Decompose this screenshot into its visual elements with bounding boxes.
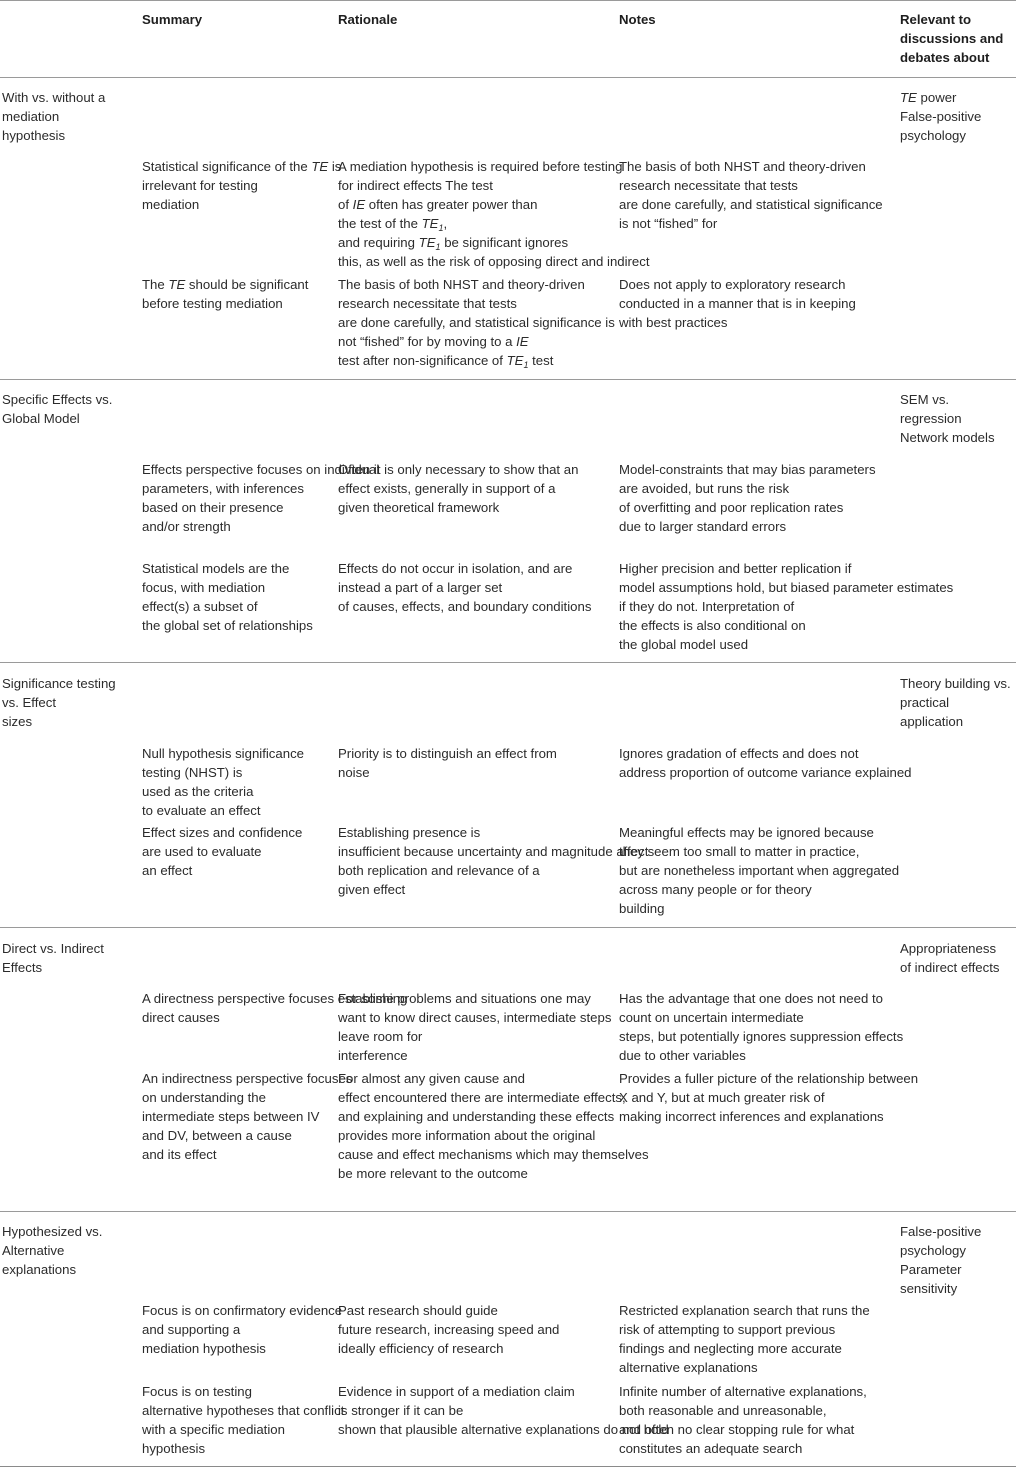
row-rationale: For almost any given cause and effect encountered there are intermediate effects, and explaining and understanding these effects provides more information about the original cause and effect mechanisms which may themselves be more relevant to the outcome <box>338 1071 649 1181</box>
row-rationale: Often it is only necessary to show that an effect exists, generally in support of a given theoretical framework <box>338 462 579 515</box>
section-title: Hypothesized vs. Alternative explanations <box>2 1224 103 1277</box>
row-notes: Infinite number of alternative explanations, both reasonable and unreasonable, and often no clear stopping rule for what constitutes an adequate search <box>619 1384 867 1456</box>
row-notes: Provides a fuller picture of the relationship between X and Y, but at much greater risk of making incorrect inferences and explanations <box>619 1071 919 1124</box>
row-rationale: Past research should guide future research, increasing speed and ideally efficiency of research <box>338 1303 560 1356</box>
row-summary: Focus is on testing alternative hypotheses that conflict with a specific mediation hypothesis <box>142 1384 345 1456</box>
section-title: Significance testing vs. Effect sizes <box>2 676 116 729</box>
row-notes: Ignores gradation of effects and does not address proportion of outcome variance explained <box>619 746 912 780</box>
row-summary: Focus is on confirmatory evidence and supporting a mediation hypothesis <box>142 1303 343 1356</box>
row-rationale: The basis of both NHST and theory-driven research necessitate that tests are done carefully, and statistical significance is not “fished” for by moving to a IE test after non-significance of $TE_1$ test <box>338 277 615 370</box>
row-summary: An indirectness perspective focuses on understanding the intermediate steps between IV and DV, between a cause and its effect <box>142 1071 353 1162</box>
section-divider <box>0 927 1016 928</box>
bottom-border <box>0 1466 1016 1467</box>
row-rationale: Establishing presence is insufficient because uncertainty and magnitude affect both replication and relevance of a given effect <box>338 825 649 897</box>
row-notes: Does not apply to exploratory research conducted in a manner that is in keeping with best practices <box>619 277 856 330</box>
row-notes: Model-constraints that may bias parameters are avoided, but runs the risk of overfitting and poor replication rates due to larger standard errors <box>619 462 876 534</box>
row-notes: Has the advantage that one does not need to count on uncertain intermediate steps, but potentially ignores suppression effects due to other variables <box>619 991 904 1063</box>
section-divider <box>0 662 1016 663</box>
section-divider <box>0 1211 1016 1212</box>
row-summary: A directness perspective focuses establishing direct causes <box>142 991 408 1025</box>
row-rationale: For some problems and situations one may want to know direct causes, intermediate steps leave room for interference <box>338 991 612 1063</box>
top-border <box>0 0 1016 1</box>
section-relevant: False-positive psychology Parameter sensitivity <box>900 1224 982 1296</box>
row-notes: The basis of both NHST and theory-driven research necessitate that tests are done carefully, and statistical significance is not “fished” for <box>619 159 883 231</box>
row-summary: Effect sizes and confidence are used to evaluate an effect <box>142 825 303 878</box>
section-divider <box>0 379 1016 380</box>
section-title: With vs. without a mediation hypothesis <box>2 90 106 143</box>
row-rationale: Evidence in support of a mediation claim is stronger if it can be shown that plausible alternative explanations do not hold <box>338 1384 669 1437</box>
row-notes: Meaningful effects may be ignored because they seem too small to matter in practice, but are nonetheless important when aggregated across many people or for theory building <box>619 825 900 916</box>
header-rationale: Rationale <box>338 12 398 27</box>
row-summary: Null hypothesis significance testing (NHST) is used as the criteria to evaluate an effect <box>142 746 304 818</box>
section-relevant: Appropriateness of indirect effects <box>900 941 1000 975</box>
row-rationale: Priority is to distinguish an effect from noise <box>338 746 557 780</box>
row-notes: Restricted explanation search that runs the risk of attempting to support previous findings and neglecting more accurate alternative explanations <box>619 1303 870 1375</box>
section-divider <box>0 77 1016 78</box>
section-title: Direct vs. Indirect Effects <box>2 941 104 975</box>
row-summary: Effects perspective focuses on individual parameters, with inferences based on their presence and/or strength <box>142 462 380 534</box>
section-relevant: SEM vs. regression Network models <box>900 392 995 445</box>
header-notes: Notes <box>619 12 656 27</box>
section-relevant: Theory building vs. practical application <box>900 676 1011 729</box>
row-summary: Statistical significance of the TE is irrelevant for testing mediation <box>142 159 342 212</box>
row-rationale: A mediation hypothesis is required before testing for indirect effects The test of IE often has greater power than the test of the $TE_1$, and requiring $TE_1$ be significant ignores this, as well as the risk of opposing direct and indirect <box>338 159 650 269</box>
header-summary: Summary <box>142 12 203 27</box>
section-title: Specific Effects vs. Global Model <box>2 392 113 426</box>
row-summary: Statistical models are the focus, with mediation effect(s) a subset of the global set of relationships <box>142 561 313 633</box>
row-summary: The TE should be significant before testing mediation <box>142 277 309 311</box>
section-relevant: TE power False-positive psychology <box>900 90 982 143</box>
header-relevant: Relevant to discussions and debates about <box>900 12 1004 65</box>
row-rationale: Effects do not occur in isolation, and are instead a part of a larger set of causes, effects, and boundary conditions <box>338 561 592 614</box>
row-notes: Higher precision and better replication if model assumptions hold, but biased parameter estimates if they do not. Interpretation of the effects is also conditional on the global model used <box>619 561 954 652</box>
